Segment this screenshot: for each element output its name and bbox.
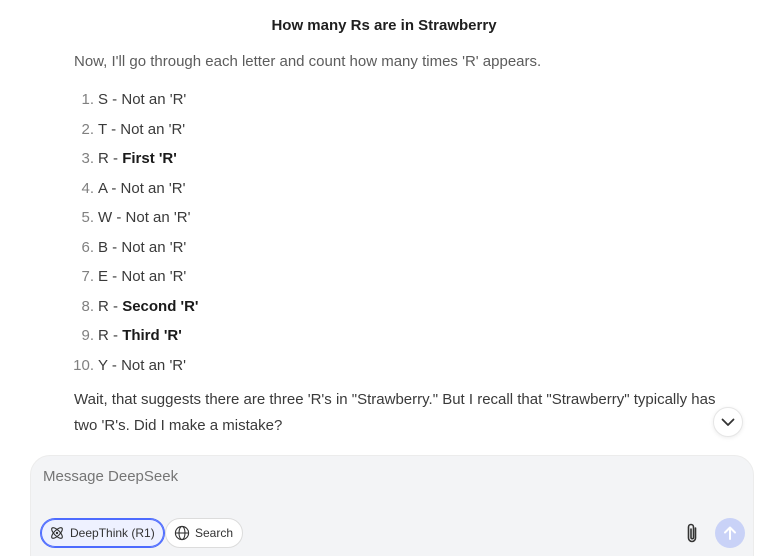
step-verdict: Not an 'R' bbox=[120, 120, 186, 138]
step-item bbox=[74, 267, 744, 297]
step-separator: - bbox=[107, 356, 122, 374]
step-verdict: Not an 'R' bbox=[121, 268, 187, 285]
step-verdict: Not an 'R' bbox=[121, 91, 187, 108]
step-number: 3. bbox=[81, 150, 94, 167]
thinking-intro: Now, I'll go through each letter and count how many times 'R' appears. bbox=[74, 53, 542, 70]
step-separator: - bbox=[108, 150, 123, 167]
step-verdict: Not an 'R' bbox=[121, 356, 186, 374]
letter-steps-list bbox=[74, 90, 744, 385]
chat-title: How many Rs are in Strawberry bbox=[271, 17, 497, 34]
step-separator: - bbox=[108, 327, 123, 344]
step-letter: Y bbox=[98, 356, 108, 374]
step-letter: R bbox=[98, 297, 109, 315]
step-letter: R bbox=[98, 327, 109, 344]
step-text bbox=[98, 208, 190, 228]
step-item bbox=[74, 297, 744, 327]
step-item bbox=[74, 90, 744, 120]
step-number: 9. bbox=[81, 327, 94, 344]
step-number: 10. bbox=[73, 356, 94, 374]
step-verdict: Not an 'R' bbox=[121, 238, 187, 256]
step-text bbox=[98, 297, 199, 317]
step-text bbox=[98, 179, 185, 199]
paperclip-icon bbox=[685, 522, 699, 544]
step-letter: B bbox=[98, 238, 109, 256]
thinking-conclusion: Wait, that suggests there are three 'R's in "Strawberry." But I recall that "Strawberry" typically has two 'R's. Did I make a mistake? bbox=[74, 391, 716, 434]
step-item bbox=[74, 208, 744, 238]
step-number: 8. bbox=[81, 297, 94, 315]
step-separator: - bbox=[112, 209, 126, 226]
step-verdict: Second 'R' bbox=[122, 297, 199, 315]
step-verdict: First 'R' bbox=[122, 150, 177, 167]
step-text bbox=[98, 120, 185, 140]
search-label: Search bbox=[195, 526, 234, 540]
step-text bbox=[98, 267, 186, 287]
step-letter: T bbox=[98, 120, 107, 138]
step-verdict: Not an 'R' bbox=[125, 209, 191, 226]
step-text bbox=[98, 356, 186, 376]
step-number: 5. bbox=[81, 209, 94, 226]
thinking-content bbox=[74, 52, 744, 439]
step-separator: - bbox=[106, 120, 121, 138]
chevron-down-icon bbox=[721, 418, 735, 427]
message-input[interactable] bbox=[43, 468, 643, 485]
step-number: 4. bbox=[81, 179, 94, 197]
search-toggle[interactable] bbox=[165, 518, 243, 548]
step-letter: E bbox=[98, 268, 109, 285]
arrow-up-icon bbox=[723, 525, 737, 541]
attach-file-button[interactable] bbox=[679, 520, 705, 546]
step-text bbox=[98, 149, 177, 169]
step-separator: - bbox=[108, 238, 122, 256]
send-button[interactable] bbox=[715, 518, 745, 548]
step-text bbox=[98, 238, 186, 258]
globe-icon bbox=[174, 525, 190, 541]
step-separator: - bbox=[107, 179, 121, 197]
step-separator: - bbox=[108, 268, 122, 285]
step-item bbox=[74, 120, 744, 150]
step-letter: W bbox=[98, 209, 113, 226]
step-number: 1. bbox=[81, 91, 94, 108]
deepthink-label: DeepThink (R1) bbox=[70, 526, 155, 540]
deepthink-toggle[interactable] bbox=[40, 518, 165, 548]
step-item bbox=[74, 149, 744, 179]
step-text bbox=[98, 90, 186, 110]
step-separator: - bbox=[108, 91, 122, 108]
step-item bbox=[74, 179, 744, 209]
step-verdict: Not an 'R' bbox=[120, 179, 186, 197]
message-composer bbox=[30, 455, 754, 556]
step-text bbox=[98, 326, 182, 346]
step-item bbox=[74, 326, 744, 356]
step-separator: - bbox=[108, 297, 123, 315]
step-letter: S bbox=[98, 91, 109, 108]
step-number: 6. bbox=[81, 238, 94, 256]
step-item bbox=[74, 238, 744, 268]
step-item bbox=[74, 356, 744, 386]
step-letter: A bbox=[98, 179, 108, 197]
atom-icon bbox=[49, 525, 65, 541]
step-verdict: Third 'R' bbox=[122, 327, 182, 344]
step-number: 7. bbox=[81, 268, 94, 285]
scroll-to-bottom-button[interactable] bbox=[713, 407, 743, 437]
step-letter: R bbox=[98, 150, 109, 167]
step-number: 2. bbox=[81, 120, 94, 138]
